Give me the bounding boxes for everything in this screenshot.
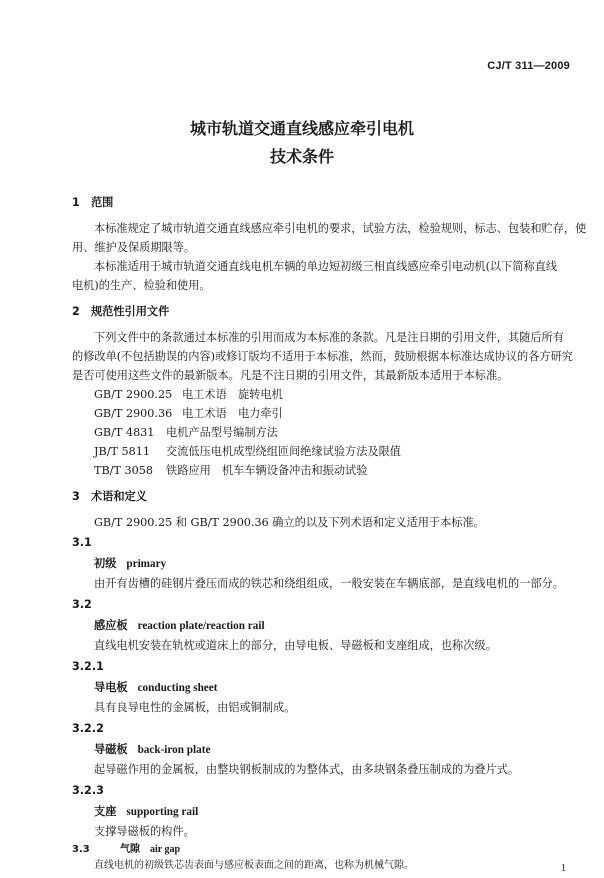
term-heading [120, 843, 180, 857]
term-definition: 起导磁作用的金属板，由整块钢板制成的为整体式，由多块钢条叠压制成的为叠片式。 [94, 763, 520, 776]
term-definition: 直线电机的初级铁芯齿表面与感应板表面之间的距离，也称为机械气隙。 [94, 860, 414, 871]
reference-title: 电机产品型号编制方法 [166, 426, 278, 439]
term-chinese: 初级 [94, 557, 117, 570]
sec3-intro: GB/T 2900.25 和 GB/T 2900.36 确立的以及下列术语和定义适用于本标准。 [94, 516, 485, 529]
reference-item [94, 407, 283, 421]
term-heading [94, 557, 166, 571]
term-number: 3.1 [72, 536, 92, 549]
term-definition: 直线电机安装在轨枕或道床上的部分，由导电板、导磁板和支座组成，也称次级。 [94, 639, 497, 652]
term-definition: 由开有齿槽的硅钢片叠压而成的铁芯和绕组组成，一般安装在车辆底部，是直线电机的一部分。 [94, 577, 564, 590]
term-english: back-iron plate [137, 744, 211, 756]
term-number: 3.2.3 [72, 784, 104, 797]
page-number: 1 [561, 863, 566, 874]
term-english: supporting rail [126, 806, 199, 818]
term-english: reaction plate/reaction rail [137, 620, 265, 632]
term-english: air gap [150, 844, 181, 855]
section-1-heading: 1 范围 [72, 196, 114, 209]
reference-code: JB/T 5811 [94, 445, 150, 458]
term-number: 3.2 [72, 598, 92, 611]
reference-title: 电工术语 旋转电机 [182, 388, 283, 401]
term-heading [94, 805, 198, 819]
sec1-para1-line1: 本标准规定了城市轨道交通直线感应牵引电机的要求，试验方法，检验规则，标志、包装和贮存，使 [94, 222, 587, 235]
reference-code: GB/T 2900.36 [94, 407, 173, 420]
reference-item [94, 445, 401, 459]
term-definition: 具有良导电性的金属板，由铝或铜制成。 [94, 701, 296, 714]
term-english: primary [126, 558, 167, 570]
term-chinese: 支座 [94, 805, 117, 818]
reference-item [94, 426, 278, 440]
sec1-para2-line2: 电机)的生产、检验和使用。 [72, 279, 211, 292]
reference-title: 交流低压电机成型绕组匝间绝缘试验方法及限值 [166, 445, 401, 458]
section-2-heading: 2 规范性引用文件 [72, 305, 170, 318]
term-number: 3.2.1 [72, 660, 104, 673]
reference-item [94, 464, 367, 478]
standard-code: CJ/T 311—2009 [487, 60, 570, 72]
reference-title: 铁路应用 机车车辆设备冲击和振动试验 [166, 464, 368, 477]
sec1-para2-line1: 本标准适用于城市轨道交通直线电机车辆的单边短初级三相直线感应牵引电动机(以下简称直线 [94, 260, 558, 273]
term-chinese: 气隙 [120, 844, 140, 855]
term-chinese: 导电板 [94, 681, 128, 694]
sec2-para-line1: 下列文件中的条款通过本标准的引用而成为本标准的条款。凡是注日期的引用文件，其随后所有 [94, 331, 564, 344]
sec2-para-line3: 是否可使用这些文件的最新版本。凡是不注日期的引用文件，其最新版本适用于本标准。 [72, 369, 509, 382]
term-number: 3.3 [72, 844, 90, 855]
term-heading [94, 681, 217, 695]
sec2-para-line2: 的修改单(不包括勘误的内容)或修订版均不适用于本标准，然而，鼓励根据本标准达成协议的各方研究 [72, 350, 573, 363]
term-heading [94, 743, 210, 757]
sec1-para1-line2: 用、维护及保质期限等。 [72, 241, 196, 254]
reference-code: TB/T 3058 [94, 464, 153, 477]
term-definition: 支撑导磁板的构件。 [94, 825, 195, 838]
reference-code: GB/T 2900.25 [94, 388, 173, 401]
section-3-heading: 3 术语和定义 [72, 490, 147, 503]
term-chinese: 感应板 [94, 619, 128, 632]
document-title-line1: 城市轨道交通直线感应牵引电机 [189, 119, 414, 138]
term-english: conducting sheet [137, 682, 218, 694]
term-number: 3.2.2 [72, 722, 104, 735]
document-title-line2: 技术条件 [269, 147, 334, 166]
term-chinese: 导磁板 [94, 743, 128, 756]
reference-title: 电工术语 电力牵引 [182, 407, 283, 420]
reference-item [94, 388, 283, 402]
term-heading [94, 619, 265, 633]
reference-code: GB/T 4831 [94, 426, 155, 439]
